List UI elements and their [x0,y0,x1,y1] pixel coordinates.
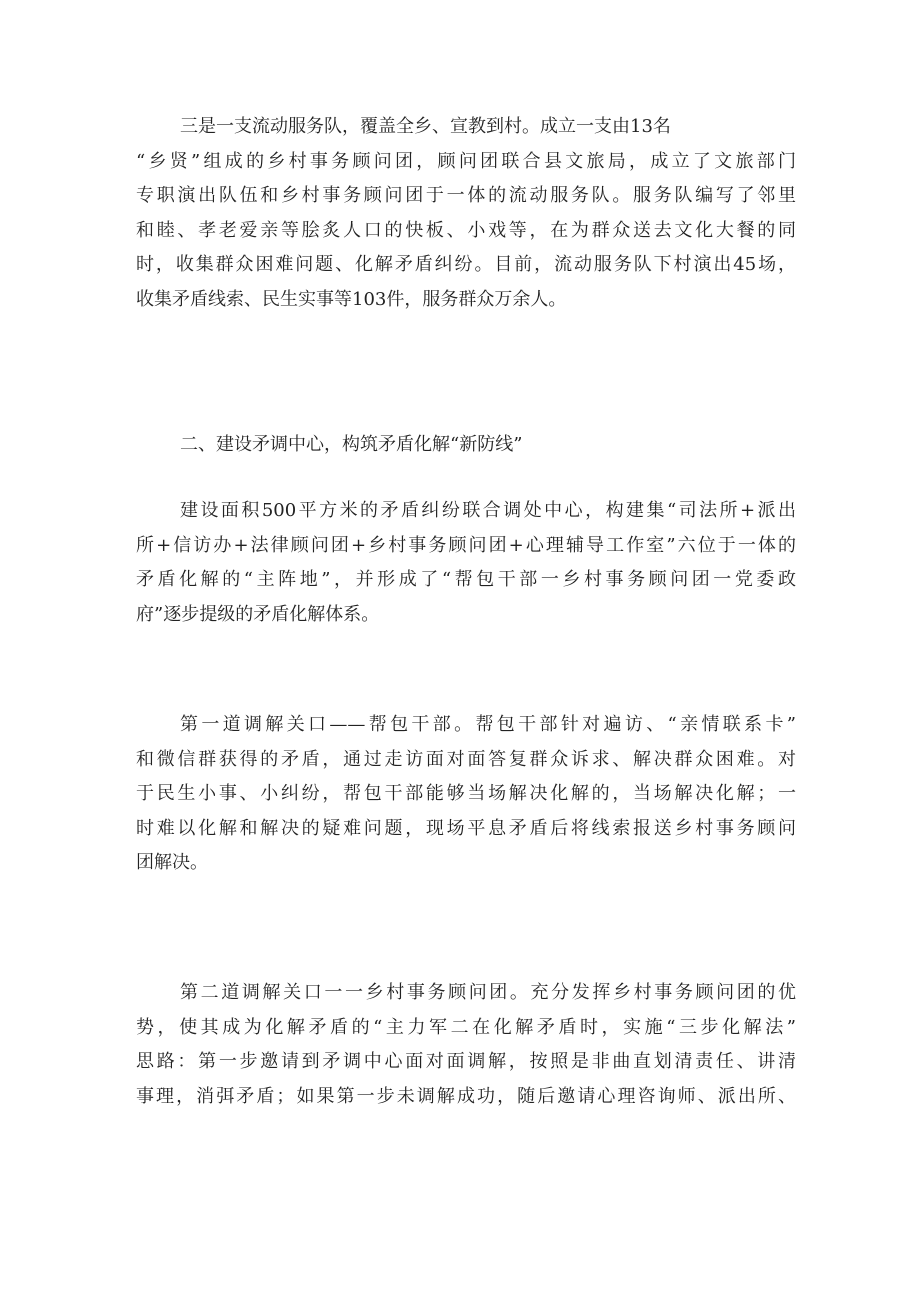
paragraph-line: 矛盾化解的“主阵地”，并形成了“帮包干部一乡村事务顾问团一党委政 [136,569,796,590]
paragraph-line: 建设面积500平方米的矛盾纠纷联合调处中心，构建集“司法所+派出 [180,500,796,521]
paragraph-line: 势，使其成为化解矛盾的“主力军二在化解矛盾时，实施“三步化解法” [136,1016,796,1038]
paragraph-line: 于民生小事、小纠纷，帮包干部能够当场解决化解的，当场解决化解；一 [136,783,796,804]
paragraph-line: 事理，消弭矛盾；如果第一步未调解成功，随后邀请心理咨询师、派出所、 [136,1085,796,1107]
paragraph-line: 和睦、孝老爱亲等脍炙人口的快板、小戏等，在为群众送去文化大餐的同 [136,219,796,241]
paragraph-line: 府”逐步提级的矛盾化解体系。 [136,603,380,625]
paragraph-line: 三是一支流动服务队，覆盖全乡、宣教到村。成立一支由13名 [180,116,671,137]
paragraph-mobile-service-team [136,110,796,317]
paragraph-line: 和微信群获得的矛盾，通过走访面对面答复群众诉求、解决群众困难。对 [136,748,796,770]
section-heading-text: 二、建设矛调中心，构筑矛盾化解“新防线” [180,434,523,455]
paragraph-line: 团解决。 [136,852,208,873]
paragraph-line: 第一道调解关口——帮包干部。帮包干部针对遍访、“亲情联系卡” [180,714,796,735]
paragraph-line: “乡贤”组成的乡村事务顾问团，顾问团联合县文旅局，成立了文旅部门 [136,150,796,172]
section-heading-mediation-center [136,428,796,463]
paragraph-line: 思路：第一步邀请到矛调中心面对面调解，按照是非曲直划清责任、讲清 [136,1051,796,1072]
paragraph-line: 专职演出队伍和乡村事务顾问团于一体的流动服务队。服务队编写了邻里 [136,185,796,206]
paragraph-first-checkpoint [136,708,796,881]
paragraph-mediation-center [136,494,796,632]
paragraph-line: 所+信访办+法律顾问团+乡村事务顾问团+心理辅导工作室”六位于一体的 [136,534,796,556]
paragraph-second-checkpoint [136,976,796,1114]
paragraph-line: 时难以化解和解决的疑难问题，现场平息矛盾后将线索报送乡村事务顾问 [136,817,796,839]
paragraph-line: 时，收集群众困难问题、化解矛盾纠纷。目前，流动服务队下村演出45场， [136,254,796,275]
paragraph-line: 第二道调解关口一一乡村事务顾问团。充分发挥乡村事务顾问团的优 [180,982,796,1003]
paragraph-line: 收集矛盾线索、民生实事等103件，服务群众万余人。 [136,288,567,310]
